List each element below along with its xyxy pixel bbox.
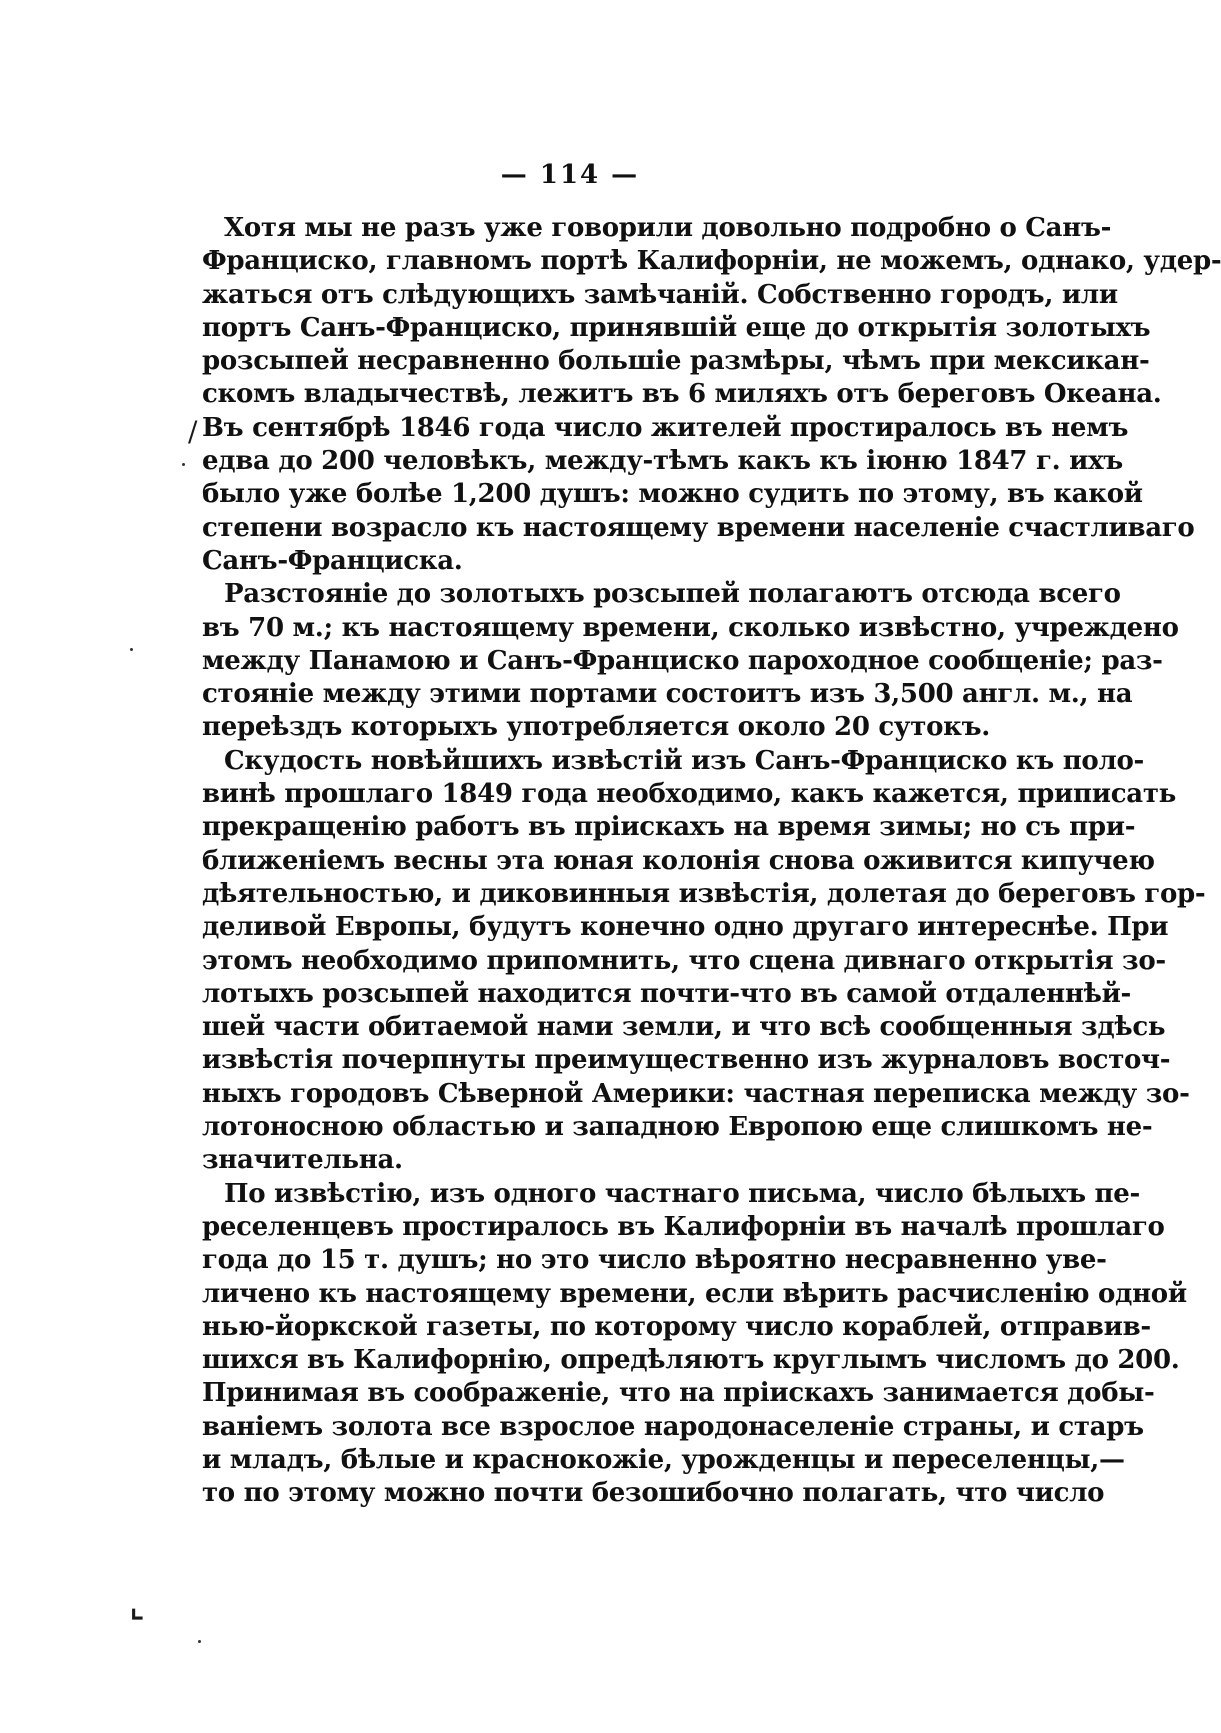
text-line: значительна. <box>202 1145 403 1176</box>
text-line: въ 70 м.; къ настоящему времени, сколько извѣстно, учреждено <box>202 612 1179 643</box>
text-line: личено къ настоящему времени, если вѣрить расчисленію одной <box>202 1278 1187 1309</box>
text-line: деливой Европы, будутъ конечно одно другаго интереснѣе. При <box>202 912 1169 943</box>
margin-slash-mark: / <box>188 415 198 448</box>
text-line: шей части обитаемой нами земли, и что всѣ сообщенныя здѣсь <box>202 1012 1166 1043</box>
text-line: розсыпей несравненно большіе размѣры, чѣмъ при мексикан- <box>202 346 1150 377</box>
text-line: нью-йоркской газеты, по которому число кораблей, отправив- <box>202 1311 1151 1342</box>
paragraph <box>202 212 1221 578</box>
body-text <box>202 212 1221 1511</box>
text-line: Въ сентябрѣ 1846 года число жителей простиралось въ немъ <box>202 412 1129 443</box>
paragraph <box>202 578 1179 744</box>
text-line: лотыхъ розсыпей находится почти-что въ самой отдаленнѣй- <box>202 978 1132 1009</box>
text-line: едва до 200 человѣкъ, между-тѣмъ какъ къ іюню 1847 г. ихъ <box>202 446 1123 477</box>
text-line: реселенцевъ простиралось въ Калифорніи въ началѣ прошлаго <box>202 1211 1165 1242</box>
paragraph <box>202 1178 1187 1511</box>
text-line: этомъ необходимо припомнить, что сцена дивнаго открытія зо- <box>202 945 1166 976</box>
text-line: винѣ прошлаго 1849 года необходимо, какъ кажется, приписать <box>202 779 1176 810</box>
text-line: жаться отъ слѣдующихъ замѣчаній. Собственно городъ, или <box>202 279 1118 310</box>
text-line: лотоносною областью и западною Европою еще слишкомъ не- <box>202 1112 1153 1143</box>
text-line: между Панамою и Санъ-Франциско пароходное сообщеніе; раз- <box>202 645 1163 676</box>
text-line: скомъ владычествѣ, лежитъ въ 6 миляхъ отъ береговъ Океана. <box>202 379 1162 410</box>
text-line: Разстояніе до золотыхъ розсыпей полагаютъ отсюда всего <box>224 579 1121 610</box>
text-line: прекращенію работъ въ пріискахъ на время зимы; но съ при- <box>202 812 1136 843</box>
text-line: дѣятельностью, и диковинныя извѣстія, долетая до береговъ гор- <box>202 878 1206 909</box>
text-line: извѣстія почерпнуты преимущественно изъ журналовъ восточ- <box>202 1045 1171 1076</box>
text-line: шихся въ Калифорнію, опредѣляютъ круглымъ числомъ до 200. <box>202 1345 1180 1376</box>
text-line: Санъ-Франциска. <box>202 545 463 576</box>
text-line: портъ Санъ-Франциско, принявшій еще до открытія золотыхъ <box>202 312 1151 343</box>
text-line: года до 15 т. душъ; но это число вѣроятно несравненно уве- <box>202 1245 1107 1276</box>
text-line: ближеніемъ весны эта юная колонія снова оживится кипучею <box>202 845 1155 876</box>
text-line: По извѣстію, изъ одного частнаго письма, число бѣлыхъ пе- <box>224 1178 1140 1209</box>
text-line: ныхъ городовъ Сѣверной Америки: частная переписка между зо- <box>202 1078 1190 1109</box>
text-line: то по этому можно почти безошибочно полагать, что число <box>202 1478 1105 1509</box>
text-line: Скудость новѣйшихъ извѣстій изъ Санъ-Франциско къ поло- <box>224 745 1145 776</box>
text-line: и младъ, бѣлые и краснокожіе, урожденцы и переселенцы,— <box>202 1444 1125 1475</box>
corner-mark: ⌞ <box>130 1590 145 1625</box>
text-line: Принимая въ соображеніе, что на пріискахъ занимается добы- <box>202 1378 1155 1409</box>
text-line: степени возрасло къ настоящему времени населеніе счастливаго <box>202 512 1195 543</box>
page-number: — 114 — <box>500 160 640 190</box>
speck <box>182 463 185 466</box>
speck <box>198 1640 201 1643</box>
text-line: стояніе между этими портами состоитъ изъ 3,500 англ. м., на <box>202 679 1133 710</box>
speck <box>130 648 133 651</box>
paragraph <box>202 745 1206 1178</box>
text-line: ваніемъ золота все взрослое народонаселеніе страны, и старъ <box>202 1411 1144 1442</box>
text-line: Хотя мы не разъ уже говорили довольно подробно о Санъ- <box>224 213 1112 243</box>
text-line: переѣздъ которыхъ употребляется около 20 сутокъ. <box>202 712 990 743</box>
text-line: Франциско, главномъ портѣ Калифорніи, не можемъ, однако, удер- <box>202 246 1221 277</box>
text-line: было уже болѣе 1,200 душъ: можно судить по этому, въ какой <box>202 479 1143 510</box>
